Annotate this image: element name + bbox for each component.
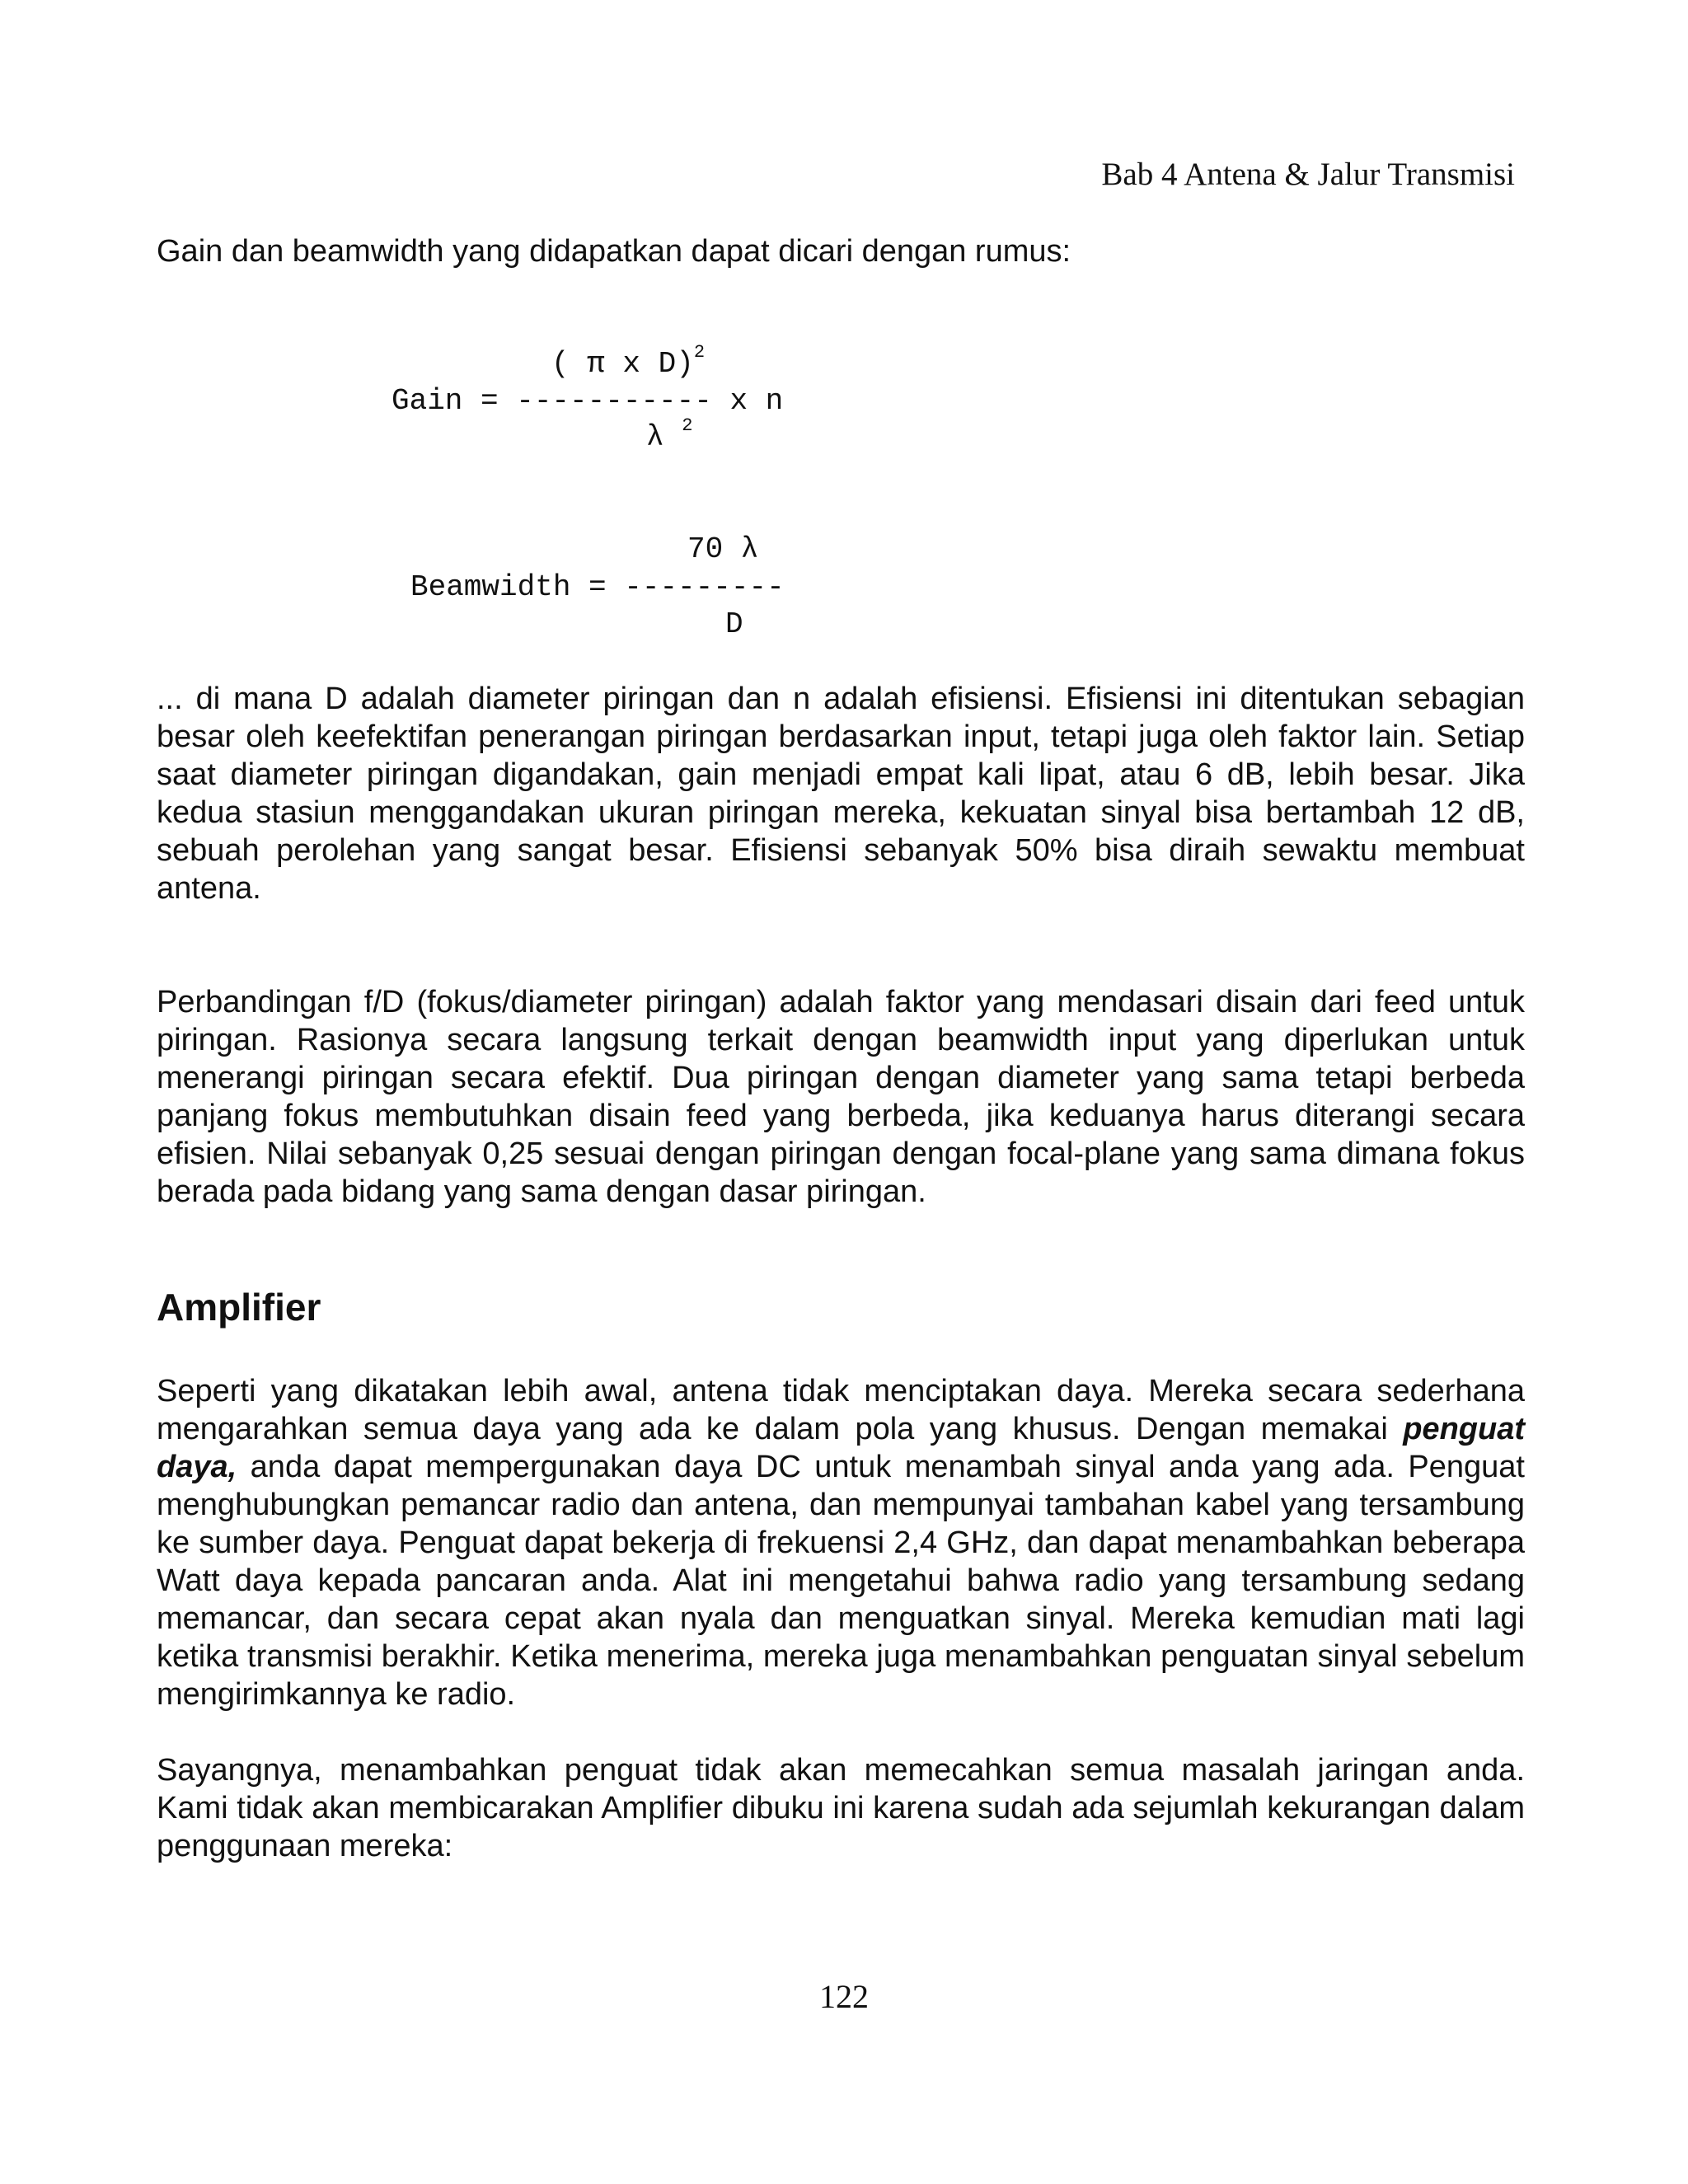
section-heading-amplifier: Amplifier xyxy=(157,1286,321,1329)
gain-denominator-text: λ xyxy=(646,420,664,454)
gain-formula-denominator xyxy=(646,415,693,457)
amplifier-emphasis: penguat daya, xyxy=(157,1412,1525,1484)
beamwidth-formula-denominator: D xyxy=(725,607,743,641)
gain-numerator-exponent: 2 xyxy=(693,342,706,363)
amplifier-text-after: anda dapat mempergunakan daya DC untuk menambah sinyal anda yang ada. Penguat menghubungkan pemancar radio dan antena, dan mempunyai tambahan kabel yang tersambung ke sumber daya. Penguat dapat bekerja di frekuensi 2,4 GHz, dan dapat menambahkan beberapa Watt daya kepada pancaran anda. Alat ini mengetahui bahwa radio yang tersambung sedang memancar, dan secara cepat akan nyala dan menguatkan sinyal. Mereka kemudian mati lagi ketika transmisi berakhir. Ketika menerima, mereka juga menambahkan penguatan sinyal sebelum mengirimkannya ke radio. xyxy=(157,1450,1525,1712)
amplifier-text-before: Seperti yang dikatakan lebih awal, antena tidak menciptakan daya. Mereka secara sederhana mengarahkan semua daya yang ada ke dalam pola yang khusus. Dengan memakai xyxy=(157,1374,1525,1446)
paragraph-focal-ratio: Perbandingan f/D (fokus/diameter piringan) adalah faktor yang mendasari disain dari feed untuk piringan. Rasionya secara langsung terkait dengan beamwidth input yang diperlukan untuk menerangi piringan secara efektif. Dua piringan dengan diameter yang sama tetapi berbeda panjang fokus membutuhkan disain feed yang berbeda, jika keduanya harus diterangi secara efisien. Nilai sebanyak 0,25 sesuai dengan piringan dengan focal-plane yang sama dimana fokus berada pada bidang yang sama dengan dasar piringan. xyxy=(157,985,1525,1209)
gain-numerator-text: ( π x D) xyxy=(551,347,694,381)
beamwidth-formula-numerator: 70 λ xyxy=(687,532,759,566)
gain-denominator-exponent: 2 xyxy=(682,415,693,436)
intro-paragraph: Gain dan beamwidth yang didapatkan dapat dicari dengan rumus: xyxy=(157,234,1071,269)
beamwidth-formula-main-line: Beamwidth = --------- xyxy=(410,570,785,604)
paragraph-amplifier xyxy=(157,1372,1525,1713)
paragraph-amplifier-limitations: Sayangnya, menambahkan penguat tidak akan memecahkan semua masalah jaringan anda. Kami tidak akan membicarakan Amplifier dibuku ini karena sudah ada sejumlah kekurangan dalam penggunaan mereka: xyxy=(157,1753,1525,1863)
paragraph-efficiency: ... di mana D adalah diameter piringan dan n adalah efisiensi. Efisiensi ini ditentukan sebagian besar oleh keefektifan penerangan piringan berdasarkan input, tetapi juga oleh faktor lain. Setiap saat diameter piringan digandakan, gain menjadi empat kali lipat, atau 6 dB, lebih besar. Jika kedua stasiun menggandakan ukuran piringan mereka, kekuatan sinyal bisa bertambah 12 dB, sebuah perolehan yang sangat besar. Efisiensi sebanyak 50% bisa diraih sewaktu membuat antena. xyxy=(157,682,1525,906)
page-number: 122 xyxy=(819,1978,869,2015)
running-header: Bab 4 Antena & Jalur Transmisi xyxy=(1101,157,1515,192)
gain-formula-numerator xyxy=(551,342,706,383)
gain-formula-main-line: Gain = ----------- x n xyxy=(392,384,784,418)
